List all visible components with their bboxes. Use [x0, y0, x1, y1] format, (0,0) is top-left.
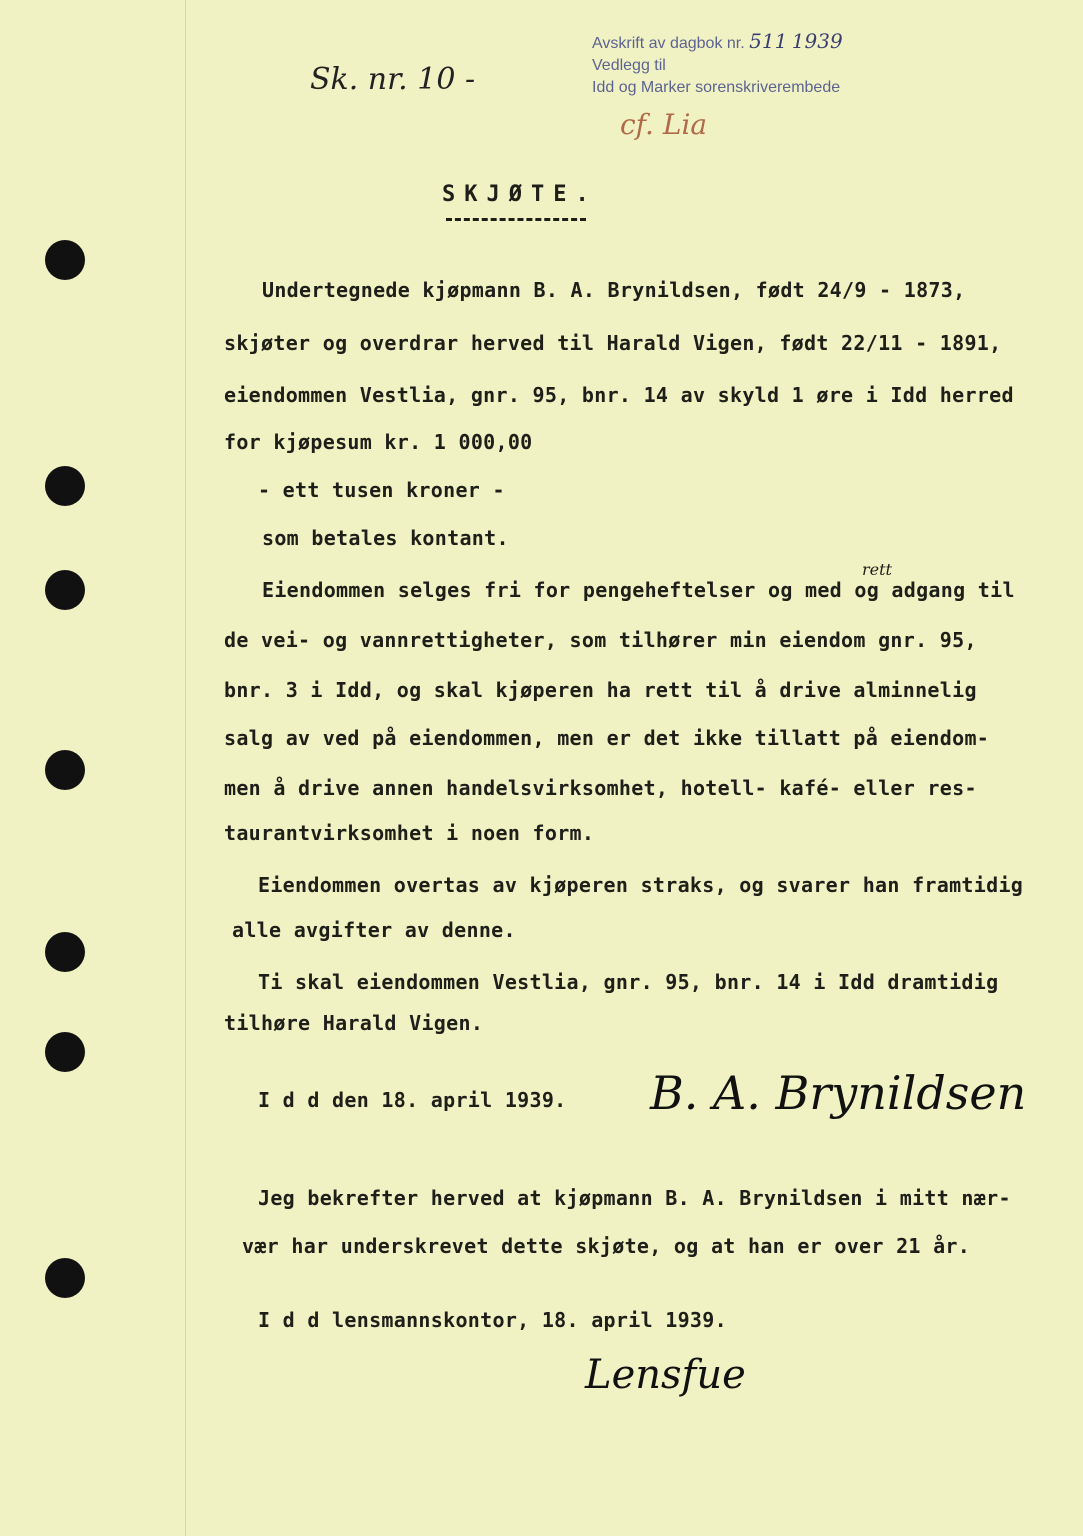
margin-line: [185, 0, 186, 1536]
body-line: taurantvirksomhet i noen form.: [224, 821, 595, 845]
body-line: de vei- og vannrettigheter, som tilhører min eiendom gnr. 95,: [224, 628, 977, 652]
body-line: bnr. 3 i Idd, og skal kjøperen ha rett til å drive alminnelig: [224, 678, 977, 702]
body-line: I d d lensmannskontor, 18. april 1939.: [258, 1308, 727, 1332]
body-line: for kjøpesum kr. 1 000,00: [224, 430, 533, 454]
punch-hole: [45, 1032, 85, 1072]
punch-hole: [45, 750, 85, 790]
registry-stamp: [592, 30, 843, 99]
body-line: Undertegnede kjøpmann B. A. Brynildsen, født 24/9 - 1873,: [262, 278, 966, 302]
body-line: salg av ved på eiendommen, men er det ikke tillatt på eiendom-: [224, 726, 990, 750]
body-line: skjøter og overdrar herved til Harald Vigen, født 22/11 - 1891,: [224, 331, 1002, 355]
title-underline: [446, 218, 586, 221]
signature-lensmann: Lensfue: [585, 1352, 746, 1398]
body-line: vær har underskrevet dette skjøte, og at han er over 21 år.: [242, 1234, 971, 1258]
body-line: men å drive annen handelsvirksomhet, hotell- kafé- eller res-: [224, 776, 977, 800]
handwritten-cf-note: cf. Lia: [620, 108, 708, 141]
body-line: I d d den 18. april 1939.: [258, 1088, 567, 1112]
stamp-vedlegg: Vedlegg til: [592, 57, 666, 74]
body-line: tilhøre Harald Vigen.: [224, 1011, 484, 1035]
punch-hole: [45, 1258, 85, 1298]
body-line: alle avgifter av denne.: [232, 918, 516, 942]
signature-seller: B. A. Brynildsen: [650, 1066, 1027, 1120]
body-line: som betales kontant.: [262, 526, 509, 550]
body-line: Eiendommen overtas av kjøperen straks, og svarer han framtidig: [258, 873, 1024, 897]
body-line: Jeg bekrefter herved at kjøpmann B. A. Brynildsen i mitt nær-: [258, 1186, 1011, 1210]
handwritten-insertion: rett: [862, 560, 892, 579]
stamp-number: 511: [749, 29, 788, 53]
body-line: eiendommen Vestlia, gnr. 95, bnr. 14 av skyld 1 øre i Idd herred: [224, 383, 1014, 407]
punch-hole: [45, 570, 85, 610]
body-line: Ti skal eiendommen Vestlia, gnr. 95, bnr. 14 i Idd dramtidig: [258, 970, 999, 994]
document-title: SKJØTE.: [442, 182, 598, 207]
body-line: - ett tusen kroner -: [258, 478, 505, 502]
handwritten-reference: Sk. nr. 10 -: [310, 62, 476, 97]
punch-hole: [45, 466, 85, 506]
stamp-dagbok: dagbok nr.: [669, 35, 745, 52]
punch-hole: [45, 932, 85, 972]
body-line: Eiendommen selges fri for pengeheftelser og med og adgang til: [262, 578, 1015, 602]
stamp-year: 1939: [791, 29, 843, 53]
punch-hole: [45, 240, 85, 280]
stamp-label: Avskrift av: [592, 35, 666, 52]
stamp-office: Idd og Marker sorenskriverembede: [592, 79, 841, 96]
